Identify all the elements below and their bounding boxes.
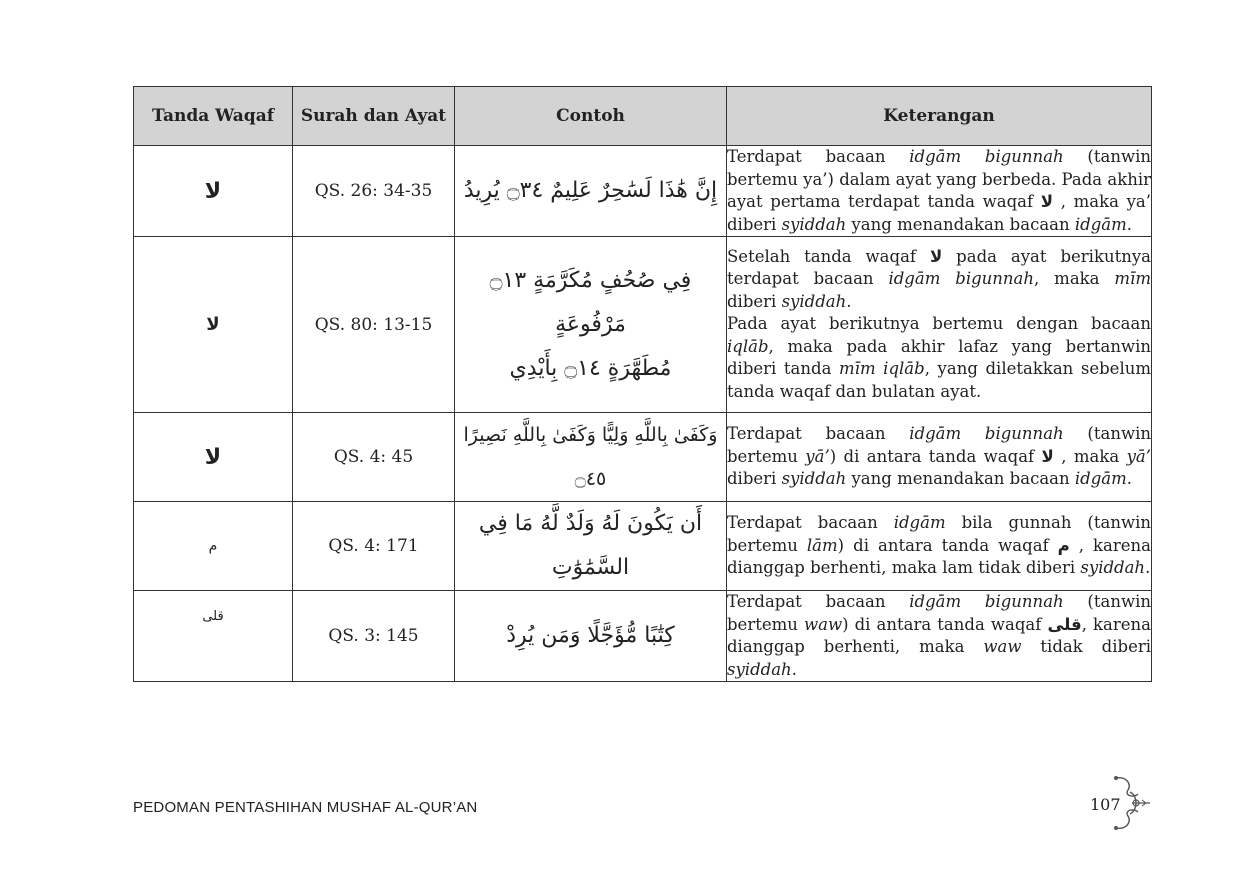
note-text-segment: yang menandakan bacaan [846, 469, 1075, 489]
waqaf-sign: لا [134, 413, 293, 502]
note-text-segment: (tanwin bertemu [727, 592, 1151, 634]
note-text-segment: Setelah tanda waqaf [727, 246, 930, 266]
inline-waqaf-sign: لا [929, 246, 943, 266]
table-row [134, 591, 1152, 682]
floral-corner-ornament-icon [1108, 774, 1152, 832]
waqaf-sign: قلى [134, 591, 293, 682]
note-text-segment: syiddah [727, 659, 792, 679]
note-text-segment: mīm iqlāb [839, 359, 925, 379]
keterangan-note [727, 502, 1152, 591]
inline-waqaf-sign: لا [1040, 192, 1054, 211]
note-text-segment: idgām bigunnah [888, 269, 1035, 289]
table-row [134, 502, 1152, 591]
note-text-segment: diberi [727, 291, 782, 311]
note-text-segment: idgām bigunnah [909, 592, 1064, 611]
arabic-example [455, 502, 727, 591]
note-text-segment: . [846, 291, 852, 311]
note-text-segment: , yang diletakkan sebelum tanda waqaf dan bulatan ayat. [727, 359, 1151, 401]
note-text-segment: , maka [1053, 446, 1127, 466]
note-text-segment: (tanwin bertemu ya’) dalam ayat yang berbeda. Pada akhir ayat pertama terdapat tanda waqaf [727, 147, 1151, 211]
arabic-example [455, 413, 727, 502]
note-text-segment: ) di antara tanda waqaf [829, 446, 1042, 466]
table-row [134, 413, 1152, 502]
note-text-segment: pada ayat berikutnya terdapat bacaan [727, 246, 1151, 289]
note-text-segment: diberi [727, 469, 782, 489]
note-text-segment: idgām [1074, 214, 1127, 234]
arabic-example-line: أَن يَكُونَ لَهُ وَلَدٌ لَّهُ مَا فِي السَّمَٰوَٰتِ [478, 511, 703, 580]
note-text-segment: . [791, 659, 797, 679]
note-text-segment: Terdapat bacaan [727, 592, 910, 611]
arabic-example [455, 591, 727, 682]
note-text-segment: . [1145, 558, 1151, 578]
waqaf-sign: لا [134, 146, 293, 237]
note-text-segment: waw [803, 614, 843, 634]
inline-waqaf-sign: قلى [1047, 614, 1082, 634]
arabic-example-line: كِتَٰبًا مُّؤَجَّلًا وَمَن يُرِدْ [506, 623, 675, 648]
header-keterangan: Keterangan [727, 87, 1152, 146]
note-text-segment: ) di antara tanda waqaf [842, 614, 1048, 634]
note-text-segment: lām [806, 535, 838, 555]
note-text-segment: iqlāb [727, 336, 769, 356]
note-text-segment: syiddah [781, 291, 847, 311]
note-paragraph [727, 423, 1151, 491]
note-text-segment: idgām [893, 513, 946, 533]
note-paragraph [727, 591, 1151, 681]
note-text-segment: syiddah [1080, 558, 1146, 578]
note-text-segment: , maka pada akhir lafaz yang bertanwin diberi tanda [727, 336, 1151, 379]
note-text-segment: idgām bigunnah [909, 147, 1064, 166]
waqaf-sign: م [134, 502, 293, 591]
surah-ayat: QS. 4: 45 [293, 413, 455, 502]
table-row [134, 237, 1152, 413]
note-text-segment: . [1126, 214, 1133, 234]
note-text-segment: syiddah [781, 469, 847, 489]
note-text-segment: idgām bigunnah [909, 424, 1064, 444]
surah-ayat: QS. 4: 171 [293, 502, 455, 591]
note-paragraph [727, 313, 1151, 403]
note-text-segment: Pada ayat berikutnya bertemu dengan bacaan [727, 314, 1151, 334]
waqaf-table [133, 86, 1152, 682]
note-text-segment: Terdapat bacaan [727, 424, 910, 444]
arabic-example-line: إِنَّ هَٰذَا لَسَٰحِرٌ عَلِيمٌ ۝٣٤ يُرِيدُ [463, 178, 718, 203]
note-text-segment: syiddah [781, 214, 847, 234]
inline-waqaf-sign: لا [1041, 446, 1054, 466]
header-contoh: Contoh [455, 87, 727, 146]
arabic-example-line: فِي صُحُفٍ مُكَرَّمَةٍ ۝١٣ مَرْفُوعَةٍ [489, 267, 692, 337]
surah-ayat: QS. 3: 145 [293, 591, 455, 682]
surah-ayat: QS. 80: 13-15 [293, 237, 455, 413]
note-text-segment: ) di antara tanda waqaf [837, 535, 1058, 555]
note-text-segment: bila gunnah (tanwin bertemu [727, 513, 1151, 555]
keterangan-note [727, 591, 1152, 682]
footer-book-title: PEDOMAN PENTASHIHAN MUSHAF AL-QUR’AN [133, 799, 478, 816]
note-text-segment: . [1126, 469, 1133, 489]
keterangan-note [727, 237, 1152, 413]
page-number: 107 [1090, 795, 1121, 814]
inline-waqaf-sign: م [1057, 535, 1070, 555]
note-text-segment: yang menandakan bacaan [846, 214, 1075, 234]
arabic-example-line: مُطَهَّرَةٍ ۝١٤ بِأَيْدِي [509, 355, 672, 381]
note-text-segment: , maka ya’ diberi [727, 192, 1151, 234]
waqaf-sign: لا [134, 237, 293, 413]
keterangan-note [727, 413, 1152, 502]
note-text-segment: Terdapat bacaan [727, 147, 910, 166]
table-row [134, 146, 1152, 237]
note-text-segment: (tanwin bertemu [727, 424, 1151, 466]
note-text-segment: yā’ [1126, 446, 1151, 466]
note-paragraph [727, 512, 1151, 580]
arabic-example-line: وَكَفَىٰ بِاللَّهِ وَلِيًّا وَكَفَىٰ بِاللَّهِ نَصِيرًا ۝٤٥ [463, 424, 718, 490]
arabic-example [455, 146, 727, 237]
note-text-segment: , karena dianggap berhenti, maka lam tidak diberi [727, 535, 1151, 578]
note-text-segment: waw [983, 637, 1022, 656]
note-text-segment: idgām [1074, 469, 1127, 489]
surah-ayat: QS. 26: 34-35 [293, 146, 455, 237]
keterangan-note [727, 146, 1152, 237]
note-paragraph [727, 146, 1151, 236]
note-text-segment: yā’ [805, 446, 830, 466]
note-text-segment: Terdapat bacaan [727, 513, 894, 533]
note-text-segment: , maka [1034, 269, 1115, 289]
header-surah-ayat: Surah dan Ayat [293, 87, 455, 146]
table-header-row [134, 87, 1152, 146]
note-paragraph [727, 246, 1151, 314]
header-tanda-waqaf: Tanda Waqaf [134, 87, 293, 146]
note-text-segment: tidak diberi [1021, 637, 1151, 656]
note-text-segment: mīm [1114, 269, 1151, 289]
note-text-segment: , karena dianggap berhenti, maka [727, 614, 1151, 656]
arabic-example [455, 237, 727, 413]
